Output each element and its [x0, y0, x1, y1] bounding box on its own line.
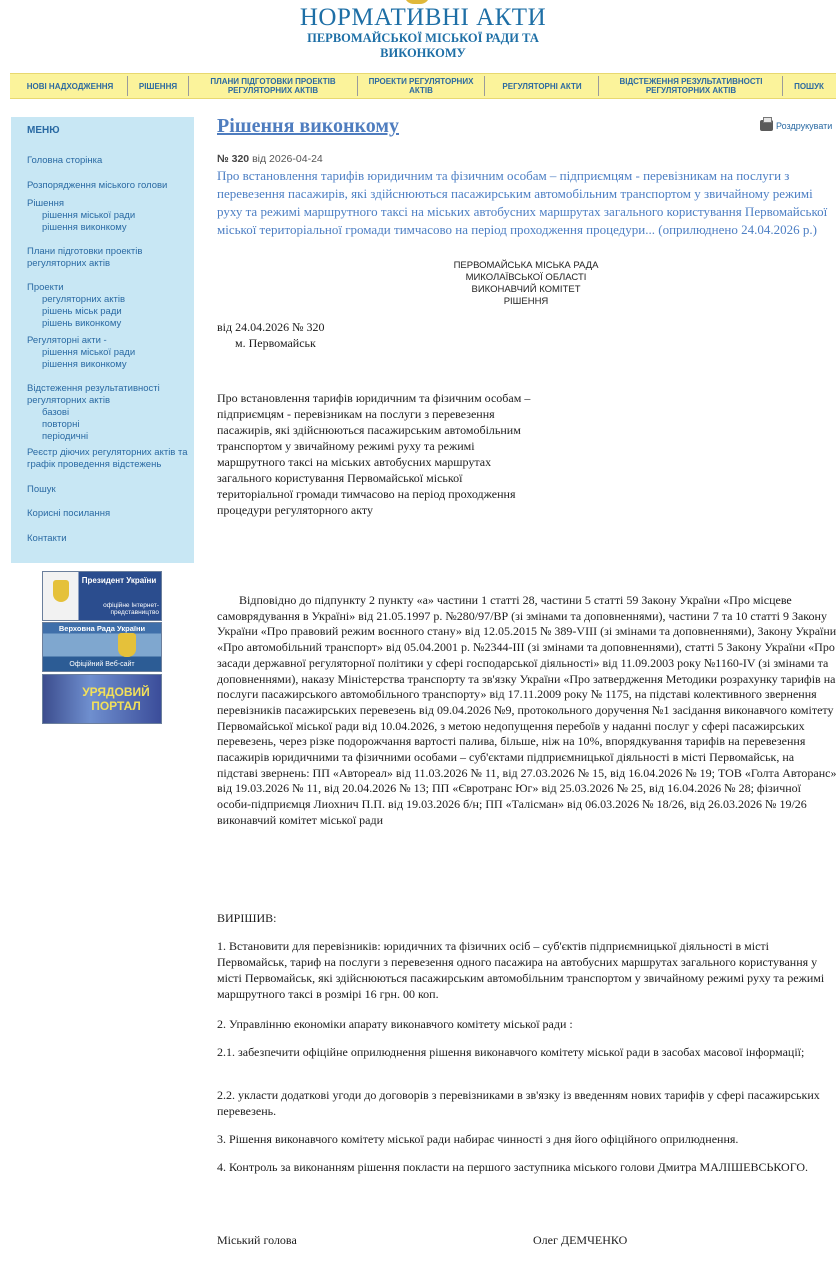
resolution-item-2-1: 2.1. забезпечити офіційне оприлюднення рішення виконавчого комітету міської ради в засобах масової інформації; — [217, 1045, 805, 1059]
signature-name: Олег ДЕМЧЕНКО — [533, 1233, 628, 1247]
sidebar-subitem-projects-regulatory[interactable]: регуляторних актів — [42, 294, 126, 305]
org-line: ВИКОНАВЧИЙ КОМІТЕТ — [471, 284, 581, 295]
nav-divider — [188, 76, 189, 96]
document-body: Відповідно до підпункту 2 пункту «а» частини 1 статті 28, частини 5 статті 59 Закону України «Про місцеве самоврядування в Україні» від 21.05.1997 р. №280/97/ВР (зі змінами та доповненнями), частини 7 та 10 статті 9 Закону України «Про правовий режим воєнного стану» від 12.05.2015 № 389-VIII (зі змінами та доповненнями), Закону України «Про автомобільний транспорт» від 05.04.2001 р. №2344-III (зі змінами та доповненнями), статті 5 Закону України «Про засади державної регуляторної політики у сфері господарської діяльності» від 11.09.2003 року №1160-IV (зі змінами та доповненнями), наказу Міністерства транспорту та зв'язку України «Про затвердження Методики розрахунку тарифів на послуги пасажирського автомобільного транспорту» від 17.11.2009 року № 1175, на підставі колективного звернення перевізників пасажирських перевезень від 09.04.2026 №9, протокольного доручення №1 засідання виконавчого комітету Первомайської міської ради від 10.04.2026, з метою недопущення перебоїв у наданні послуг у сфері пасажирських перевезень, через різке подорожчання вартості палива, більше, ніж на 10%, впорядкування тарифів на перевезення пасажирів юридичними та фізичними особами – суб'єктами підприємницької діяльності в місті Первомайськ, на підставі звернень: ПП «Автореал» від 11.03.2026 № 11, від 27.03.2026 № 15, від 16.04.2026 № 19; ТОВ «Голта Авторанс» від 19.03.2026 № 11, від 20.04.2026 № 13; ПП «Євротранс Юг» від 25.03.2026 № 25, від 16.04.2026 № 28; фізичної особи-підприємця Лиохнич П.П. від 19.03.2026 б/н; ПП «Талісман» від 06.03.2026 № 18/26, від 26.03.2026 № 19/26 виконавчий комітет міської ради — [217, 593, 837, 827]
sidebar-subitem-council-decisions[interactable]: рішення міської ради — [42, 210, 136, 221]
sidebar-item-decisions[interactable]: Рішення — [27, 198, 64, 209]
print-button[interactable] — [760, 120, 832, 131]
president-banner-subtitle: офіційне Інтернет-представництво — [103, 602, 159, 616]
resolution-item-3: 3. Рішення виконавчого комітету міської ради набирає чинності з дня його офіційного оприлюднення. — [217, 1132, 739, 1146]
nav-divider — [357, 76, 358, 96]
menu-title: МЕНЮ — [27, 125, 60, 136]
nav-tracking[interactable]: ВІДСТЕЖЕННЯ РЕЗУЛЬТАТИВНОСТІ РЕГУЛЯТОРНИХ АКТІВ — [619, 77, 763, 95]
sidebar-item-registry[interactable]: Реєстр діючих регуляторних актів та графік проведення відстежень — [27, 447, 188, 470]
president-banner-title: Президент України — [81, 576, 157, 585]
sidebar-item-home[interactable]: Головна сторінка — [27, 155, 103, 166]
nav-decisions[interactable]: РІШЕННЯ — [138, 81, 178, 91]
rada-banner-link[interactable] — [42, 622, 162, 672]
signature-title: Міський голова — [217, 1233, 297, 1247]
sidebar-item-contacts[interactable]: Контакти — [27, 533, 67, 544]
nav-divider — [127, 76, 128, 96]
resolved-heading: ВИРІШИВ: — [217, 911, 277, 925]
document-city: м. Первомайськ — [235, 336, 316, 350]
trident-icon — [53, 580, 69, 602]
sidebar-item-projects[interactable]: Проекти — [27, 282, 64, 293]
org-line: ПЕРВОМАЙСЬКА МІСЬКА РАДА — [453, 260, 599, 271]
org-header — [430, 260, 622, 308]
nav-plans[interactable]: ПЛАНИ ПІДГОТОВКИ ПРОЕКТІВ РЕГУЛЯТОРНИХ АКТІВ — [210, 77, 336, 95]
sidebar-subitem-exec-decisions[interactable]: рішення виконкому — [42, 222, 127, 233]
sidebar-menu — [11, 117, 194, 563]
document-date-line: від 24.04.2026 № 320 — [217, 320, 325, 334]
decision-meta — [217, 153, 323, 165]
rada-banner-subtitle: Офіційний Веб-сайт — [69, 661, 135, 668]
sidebar-subitem-projects-council[interactable]: рішень міськ ради — [42, 306, 122, 317]
sidebar-subitem-tracking-repeat[interactable]: повторні — [42, 419, 80, 430]
nav-search[interactable]: ПОШУК — [794, 81, 824, 91]
nav-projects[interactable]: ПРОЕКТИ РЕГУЛЯТОРНИХ АКТІВ — [368, 77, 474, 95]
sidebar-item-tracking[interactable]: Відстеження результативності регуляторних актів — [27, 383, 160, 406]
sidebar-subitem-tracking-base[interactable]: базові — [42, 407, 70, 418]
sidebar-item-search[interactable]: Пошук — [27, 484, 56, 495]
nav-divider — [484, 76, 485, 96]
decision-lead-link[interactable]: Про встановлення тарифів юридичним та фізичним особам – підприємцям - перевізникам на послуги з перевезення пасажирів, які здійснюються пасажирським автомобільним транспортом у звичайному режимі руху та режимі маршрутного таксі на міських автобусних маршрутах загального користування Первомайської міської територіальної громади тимчасово на період проходження процедури... (оприлюднено 24.04.2026 р.) — [217, 168, 828, 237]
site-subtitle: ПЕРВОМАЙСЬКОЇ МІСЬКОЇ РАДИ ТА ВИКОНКОМУ — [307, 31, 539, 60]
resolution-item-2: 2. Управлінню економіки апарату виконавчого комітету міської ради : — [217, 1017, 573, 1031]
president-banner-link[interactable] — [42, 571, 162, 621]
resolution-item-2-2: 2.2. укласти додаткові угоди до договорів з перевізниками в зв'язку із введенням нових тарифів у сфері пасажирських перевезень. — [217, 1088, 820, 1118]
decision-number: № 320 — [217, 153, 250, 165]
printer-icon — [760, 120, 773, 131]
sidebar-subitem-projects-exec[interactable]: рішень виконкому — [42, 318, 122, 329]
resolution-item-1: 1. Встановити для перевізників: юридичних та фізичних осіб – суб'єктів підприємницької діяльності в місті Первомайськ, тариф на послуги з перевезення одного пасажира на автобусних маршрутах загального користування у місті Первомайськ, які здійснюються пасажирським автомобільним транспортом у звичайному режимі руху та режимі маршрутного таксі в розмірі 16 грн. 00 коп. — [217, 939, 825, 1001]
sidebar-item-useful-links[interactable]: Корисні посилання — [27, 508, 111, 519]
document-subject: Про встановлення тарифів юридичним та фізичним особам – підприємцям - перевізникам на послуги з перевезення пасажирів, які здійснюються пасажирським автомобільним транспортом у звичайному режимі руху та режимі маршрутного таксі на міських автобусних маршрутах загального користування Первомайської міської територіальної громади тимчасово на період проходження процедури регуляторного акту — [217, 391, 531, 517]
sidebar-item-regulatory-acts[interactable]: Регуляторні акти - — [27, 335, 107, 346]
org-line: РІШЕННЯ — [503, 296, 549, 307]
site-header — [0, 0, 838, 70]
nav-regulatory-acts[interactable]: РЕГУЛЯТОРНІ АКТИ — [502, 81, 582, 91]
sidebar-item-plans[interactable]: Плани підготовки проектів регуляторних актів — [27, 246, 143, 269]
sidebar-subitem-reg-council[interactable]: рішення міської ради — [42, 347, 136, 358]
decision-date: від 2026-04-24 — [252, 153, 323, 165]
rada-banner-title: Верховна Рада України — [58, 624, 146, 633]
nav-divider — [782, 76, 783, 96]
print-label: Роздрукувати — [776, 120, 833, 131]
gov-portal-banner-link[interactable] — [42, 674, 162, 724]
top-nav — [10, 73, 836, 99]
resolution-item-4: 4. Контроль за виконанням рішення покласти на першого заступника міського голови Дмитра МАЛІШЕВСЬКОГО. — [217, 1160, 809, 1174]
nav-new-arrivals[interactable]: НОВІ НАДХОДЖЕННЯ — [26, 81, 114, 91]
site-title: НОРМАТИВНІ АКТИ — [299, 4, 547, 31]
gov-portal-banner-title: УРЯДОВИЙ ПОРТАЛ — [82, 685, 150, 713]
page-title[interactable]: Рішення виконкому — [217, 115, 400, 137]
trident-icon — [118, 633, 136, 657]
sidebar-subitem-reg-exec[interactable]: рішення виконкому — [42, 359, 127, 370]
org-line: МИКОЛАЇВСЬКОЇ ОБЛАСТІ — [465, 272, 587, 283]
nav-divider — [598, 76, 599, 96]
sidebar-item-mayor-orders[interactable]: Розпорядження міського голови — [27, 180, 168, 191]
sidebar-subitem-tracking-periodic[interactable]: періодичні — [42, 431, 89, 442]
